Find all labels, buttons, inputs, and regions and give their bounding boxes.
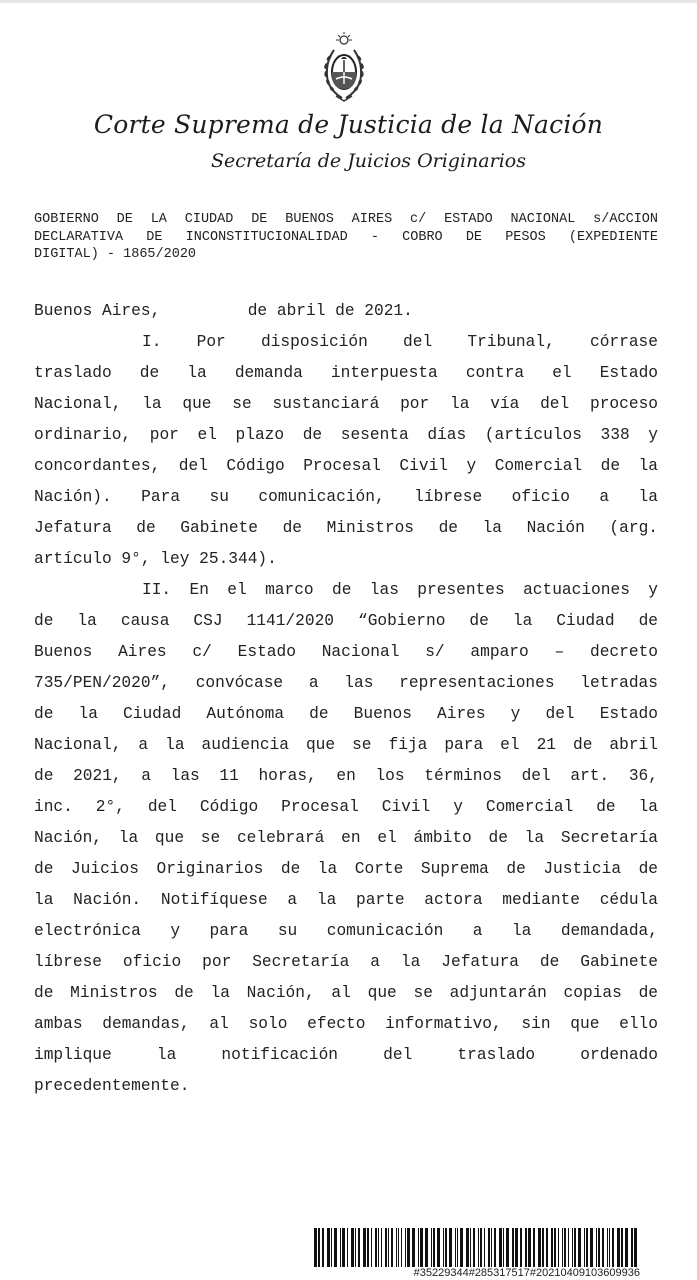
barcode-bar	[425, 1228, 428, 1267]
barcode-bar	[457, 1228, 458, 1267]
barcode-number: #35229344#285317517#20210409103609936	[413, 1267, 640, 1279]
paragraph-line: traslado de la demanda interpuesta contra el Estado	[34, 364, 658, 382]
barcode-bar	[443, 1228, 444, 1267]
barcode-bar	[542, 1228, 544, 1267]
barcode-bar	[515, 1228, 518, 1267]
barcode	[312, 1228, 640, 1267]
paragraph-line: de la causa CSJ 1141/2020 “Gobierno de la Ciudad de	[34, 612, 658, 630]
barcode-bar	[314, 1228, 317, 1267]
barcode-bar	[478, 1228, 479, 1267]
barcode-bar	[388, 1228, 389, 1267]
barcode-bar	[533, 1228, 535, 1267]
date-line: Buenos Aires, de abril de 2021.	[34, 302, 413, 320]
paragraph-line: implique la notificación del traslado ordenado	[34, 1046, 658, 1064]
barcode-bar	[586, 1228, 588, 1267]
barcode-bar	[546, 1228, 548, 1267]
paragraph-line: Nacional, a la audiencia que se fija para el 21 de abril	[34, 736, 658, 754]
barcode-bar	[327, 1228, 330, 1267]
paragraph-line: líbrese oficio por Secretaría a la Jefatura de Gabinete	[34, 953, 658, 971]
barcode-bar	[473, 1228, 475, 1267]
barcode-bar	[385, 1228, 387, 1267]
barcode-bar	[449, 1228, 452, 1267]
paragraph-line: Nacional, la que se sustanciará por la vía del proceso	[34, 395, 658, 413]
barcode-bar	[578, 1228, 581, 1267]
barcode-bar	[351, 1228, 354, 1267]
barcode-bar	[617, 1228, 620, 1267]
caption-line: DECLARATIVA DE INCONSTITUCIONALIDAD - COBRO DE PESOS (EXPEDIENTE	[34, 229, 658, 245]
paragraph-line: II. En el marco de las presentes actuaciones y	[142, 581, 658, 599]
barcode-bar	[528, 1228, 531, 1267]
barcode-bar	[598, 1228, 600, 1267]
barcode-bar	[420, 1228, 423, 1267]
paragraph-line: la Nación. Notifíquese a la parte actora mediante cédula	[34, 891, 658, 909]
barcode-bar	[484, 1228, 485, 1267]
court-name: Corte Suprema de Justicia de la Nación	[93, 110, 604, 139]
barcode-bar	[574, 1228, 576, 1267]
barcode-block	[312, 1228, 640, 1279]
barcode-bar	[371, 1228, 372, 1267]
paragraph-line: precedentemente.	[34, 1077, 190, 1095]
paragraph-line: inc. 2°, del Código Procesal Civil y Comercial de la	[34, 798, 658, 816]
barcode-bar	[564, 1228, 566, 1267]
barcode-bar	[381, 1228, 382, 1267]
barcode-bar	[572, 1228, 573, 1267]
barcode-bar	[340, 1228, 341, 1267]
barcode-bar	[494, 1228, 496, 1267]
argentina-coat-of-arms-icon	[318, 30, 370, 106]
barcode-bar	[334, 1228, 337, 1267]
barcode-bar	[551, 1228, 553, 1267]
barcode-bar	[538, 1228, 541, 1267]
barcode-bar	[412, 1228, 415, 1267]
barcode-bar	[322, 1228, 324, 1267]
paragraph-line: Nación, la que se celebrará en el ámbito de la Secretaría	[34, 829, 658, 847]
barcode-bar	[437, 1228, 440, 1267]
barcode-bar	[407, 1228, 410, 1267]
paragraph-line: Buenos Aires c/ Estado Nacional s/ amparo – decreto	[34, 643, 658, 661]
paragraph-line: de la Ciudad Autónoma de Buenos Aires y del Estado	[34, 705, 658, 723]
barcode-bar	[318, 1228, 320, 1267]
paragraph-line: de Ministros de la Nación, al que se adjuntarán copias de	[34, 984, 658, 1002]
barcode-bar	[584, 1228, 585, 1267]
barcode-bar	[455, 1228, 456, 1267]
paragraph-line: de Juicios Originarios de la Corte Suprema de Justicia de	[34, 860, 658, 878]
paragraph-line: concordantes, del Código Procesal Civil y Comercial de la	[34, 457, 658, 475]
barcode-bar	[466, 1228, 469, 1267]
barcode-bar	[488, 1228, 490, 1267]
secretariat-name: Secretaría de Juicios Originarios	[211, 150, 526, 172]
paragraph-line: I. Por disposición del Tribunal, córrase	[142, 333, 658, 351]
barcode-bar	[503, 1228, 504, 1267]
barcode-bar	[602, 1228, 604, 1267]
barcode-bar	[525, 1228, 527, 1267]
barcode-bar	[499, 1228, 502, 1267]
barcode-bar	[596, 1228, 597, 1267]
barcode-bar	[405, 1228, 406, 1267]
barcode-bar	[562, 1228, 563, 1267]
barcode-bar	[568, 1228, 569, 1267]
barcode-bar	[460, 1228, 463, 1267]
barcode-bar	[396, 1228, 397, 1267]
barcode-bar	[355, 1228, 356, 1267]
barcode-bar	[347, 1228, 348, 1267]
paragraph-line: ordinario, por el plazo de sesenta días (artículos 338 y	[34, 426, 658, 444]
paragraph-line: electrónica y para su comunicación a la demandada,	[34, 922, 658, 940]
barcode-bar	[506, 1228, 509, 1267]
barcode-bar	[512, 1228, 514, 1267]
barcode-bar	[363, 1228, 366, 1267]
barcode-bar	[621, 1228, 623, 1267]
barcode-bar	[558, 1228, 559, 1267]
barcode-bar	[470, 1228, 471, 1267]
barcode-bar	[609, 1228, 610, 1267]
barcode-bar	[331, 1228, 332, 1267]
barcode-bar	[480, 1228, 482, 1267]
barcode-bar	[445, 1228, 447, 1267]
paragraph-line: Jefatura de Gabinete de Ministros de la Nación (arg.	[34, 519, 658, 537]
paragraph-line: ambas demandas, al solo efecto informativo, sin que ello	[34, 1015, 658, 1033]
case-caption	[34, 211, 658, 264]
paragraph-line: de 2021, a las 11 horas, en los términos del art. 36,	[34, 767, 658, 785]
barcode-bar	[631, 1228, 633, 1267]
barcode-bar	[418, 1228, 419, 1267]
caption-line: GOBIERNO DE LA CIUDAD DE BUENOS AIRES c/ ESTADO NACIONAL s/ACCION	[34, 212, 658, 227]
barcode-bar	[342, 1228, 345, 1267]
paragraph-line: 735/PEN/2020”, convócase a las representaciones letradas	[34, 674, 658, 692]
barcode-bar	[590, 1228, 593, 1267]
barcode-bar	[375, 1228, 377, 1267]
barcode-bar	[391, 1228, 393, 1267]
barcode-bar	[367, 1228, 369, 1267]
barcode-bar	[358, 1228, 360, 1267]
paragraph-line: Nación). Para su comunicación, líbrese oficio a la	[34, 488, 658, 506]
paragraph-line: artículo 9°, ley 25.344).	[34, 550, 277, 568]
barcode-bar	[607, 1228, 608, 1267]
barcode-bar	[491, 1228, 492, 1267]
barcode-bar	[431, 1228, 432, 1267]
barcode-bar	[625, 1228, 628, 1267]
page-top-edge	[0, 0, 697, 3]
barcode-bar	[433, 1228, 435, 1267]
barcode-bar	[612, 1228, 614, 1267]
document-body	[34, 296, 658, 1102]
barcode-bar	[378, 1228, 379, 1267]
barcode-bar	[398, 1228, 399, 1267]
barcode-bar	[634, 1228, 637, 1267]
barcode-bar	[554, 1228, 556, 1267]
barcode-bar	[401, 1228, 402, 1267]
barcode-bar	[520, 1228, 522, 1267]
caption-line: DIGITAL) - 1865/2020	[34, 247, 197, 262]
